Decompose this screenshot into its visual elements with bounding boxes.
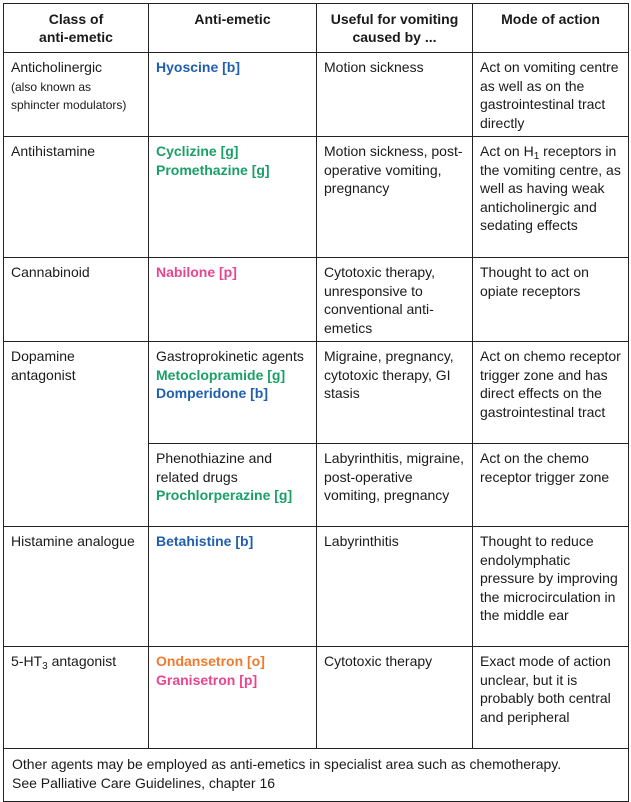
class-cell: Histamine analogue bbox=[4, 527, 149, 647]
useful-cell: Migraine, pregnancy, cytotoxic therapy, GI stasis bbox=[317, 342, 473, 444]
drug-name: Hyoscine [b] bbox=[156, 59, 241, 75]
useful-cell: Motion sickness, post-operative vomiting, pregnancy bbox=[317, 137, 473, 258]
header-anti-emetic: Anti-emetic bbox=[149, 4, 317, 53]
useful-cell: Motion sickness bbox=[317, 53, 473, 137]
drug-cell bbox=[149, 137, 317, 258]
drug-name: Ondansetron [o] bbox=[156, 653, 265, 669]
drug-cell bbox=[149, 53, 317, 137]
drug-group: Phenothiazine and related drugs bbox=[156, 450, 272, 485]
table-row bbox=[4, 258, 629, 342]
table-row bbox=[4, 342, 629, 444]
class-cell: Dopamine antagonist bbox=[4, 342, 149, 527]
action-cell: Exact mode of action unclear, but it is probably both central and peripheral bbox=[473, 647, 629, 749]
useful-cell: Labyrinthitis bbox=[317, 527, 473, 647]
drug-name: Domperidone [b] bbox=[156, 385, 268, 401]
table-row bbox=[4, 137, 629, 258]
useful-cell: Labyrinthitis, migraine, post-operative vomiting, pregnancy bbox=[317, 444, 473, 527]
class-cell: Antihistamine bbox=[4, 137, 149, 258]
drug-cell bbox=[149, 527, 317, 647]
drug-name: Nabilone [p] bbox=[156, 264, 237, 280]
drug-cell bbox=[149, 647, 317, 749]
header-class: Class of anti-emetic bbox=[4, 4, 149, 53]
class-cell: Cannabinoid bbox=[4, 258, 149, 342]
drug-cell bbox=[149, 258, 317, 342]
class-note: (also known as sphincter modulators) bbox=[11, 79, 127, 112]
useful-cell: Cytotoxic therapy bbox=[317, 647, 473, 749]
drug-name: Prochlorperazine [g] bbox=[156, 487, 293, 503]
useful-cell: Cytotoxic therapy, unresponsive to conventional anti-emetics bbox=[317, 258, 473, 342]
drug-name: Granisetron [p] bbox=[156, 671, 258, 688]
class-cell: Anticholinergic (also known as sphincter modulators) bbox=[4, 53, 149, 137]
drug-name: Betahistine [b] bbox=[156, 533, 254, 549]
footer-row bbox=[4, 749, 629, 802]
table-row bbox=[4, 647, 629, 749]
drug-name: Cyclizine [g] bbox=[156, 143, 239, 159]
action-cell: Thought to act on opiate receptors bbox=[473, 258, 629, 342]
anti-emetic-table bbox=[3, 3, 629, 802]
action-cell: Act on the chemo receptor trigger zone bbox=[473, 444, 629, 527]
action-cell: Act on chemo receptor trigger zone and has direct effects on the gastrointestinal tract bbox=[473, 342, 629, 444]
table-row bbox=[4, 527, 629, 647]
action-cell: Thought to reduce endolymphatic pressure by improving the microcirculation in the middle ear bbox=[473, 527, 629, 647]
action-cell: Act on $H_1$ receptors in the vomiting centre, as well as having weak anticholinergic and sedating effects bbox=[473, 137, 629, 258]
table-row bbox=[4, 53, 629, 137]
drug-name: Metoclopramide [g] bbox=[156, 366, 286, 383]
action-cell: Act on vomiting centre as well as on the gastrointestinal tract directly bbox=[473, 53, 629, 137]
footer-note: Other agents may be employed as anti-emetics in specialist area such as chemotherapy. See Palliative Care Guidelines, chapter 16 bbox=[4, 749, 629, 802]
drug-name: Promethazine [g] bbox=[156, 161, 270, 178]
header-useful-for: Useful for vomiting caused by ... bbox=[317, 4, 473, 53]
drug-group: Gastroprokinetic agents bbox=[156, 348, 304, 364]
header-mode-of-action: Mode of action bbox=[473, 4, 629, 53]
header-row bbox=[4, 4, 629, 53]
drug-cell bbox=[149, 342, 317, 444]
class-cell: $5-HT_3$ antagonist bbox=[4, 647, 149, 749]
drug-cell bbox=[149, 444, 317, 527]
